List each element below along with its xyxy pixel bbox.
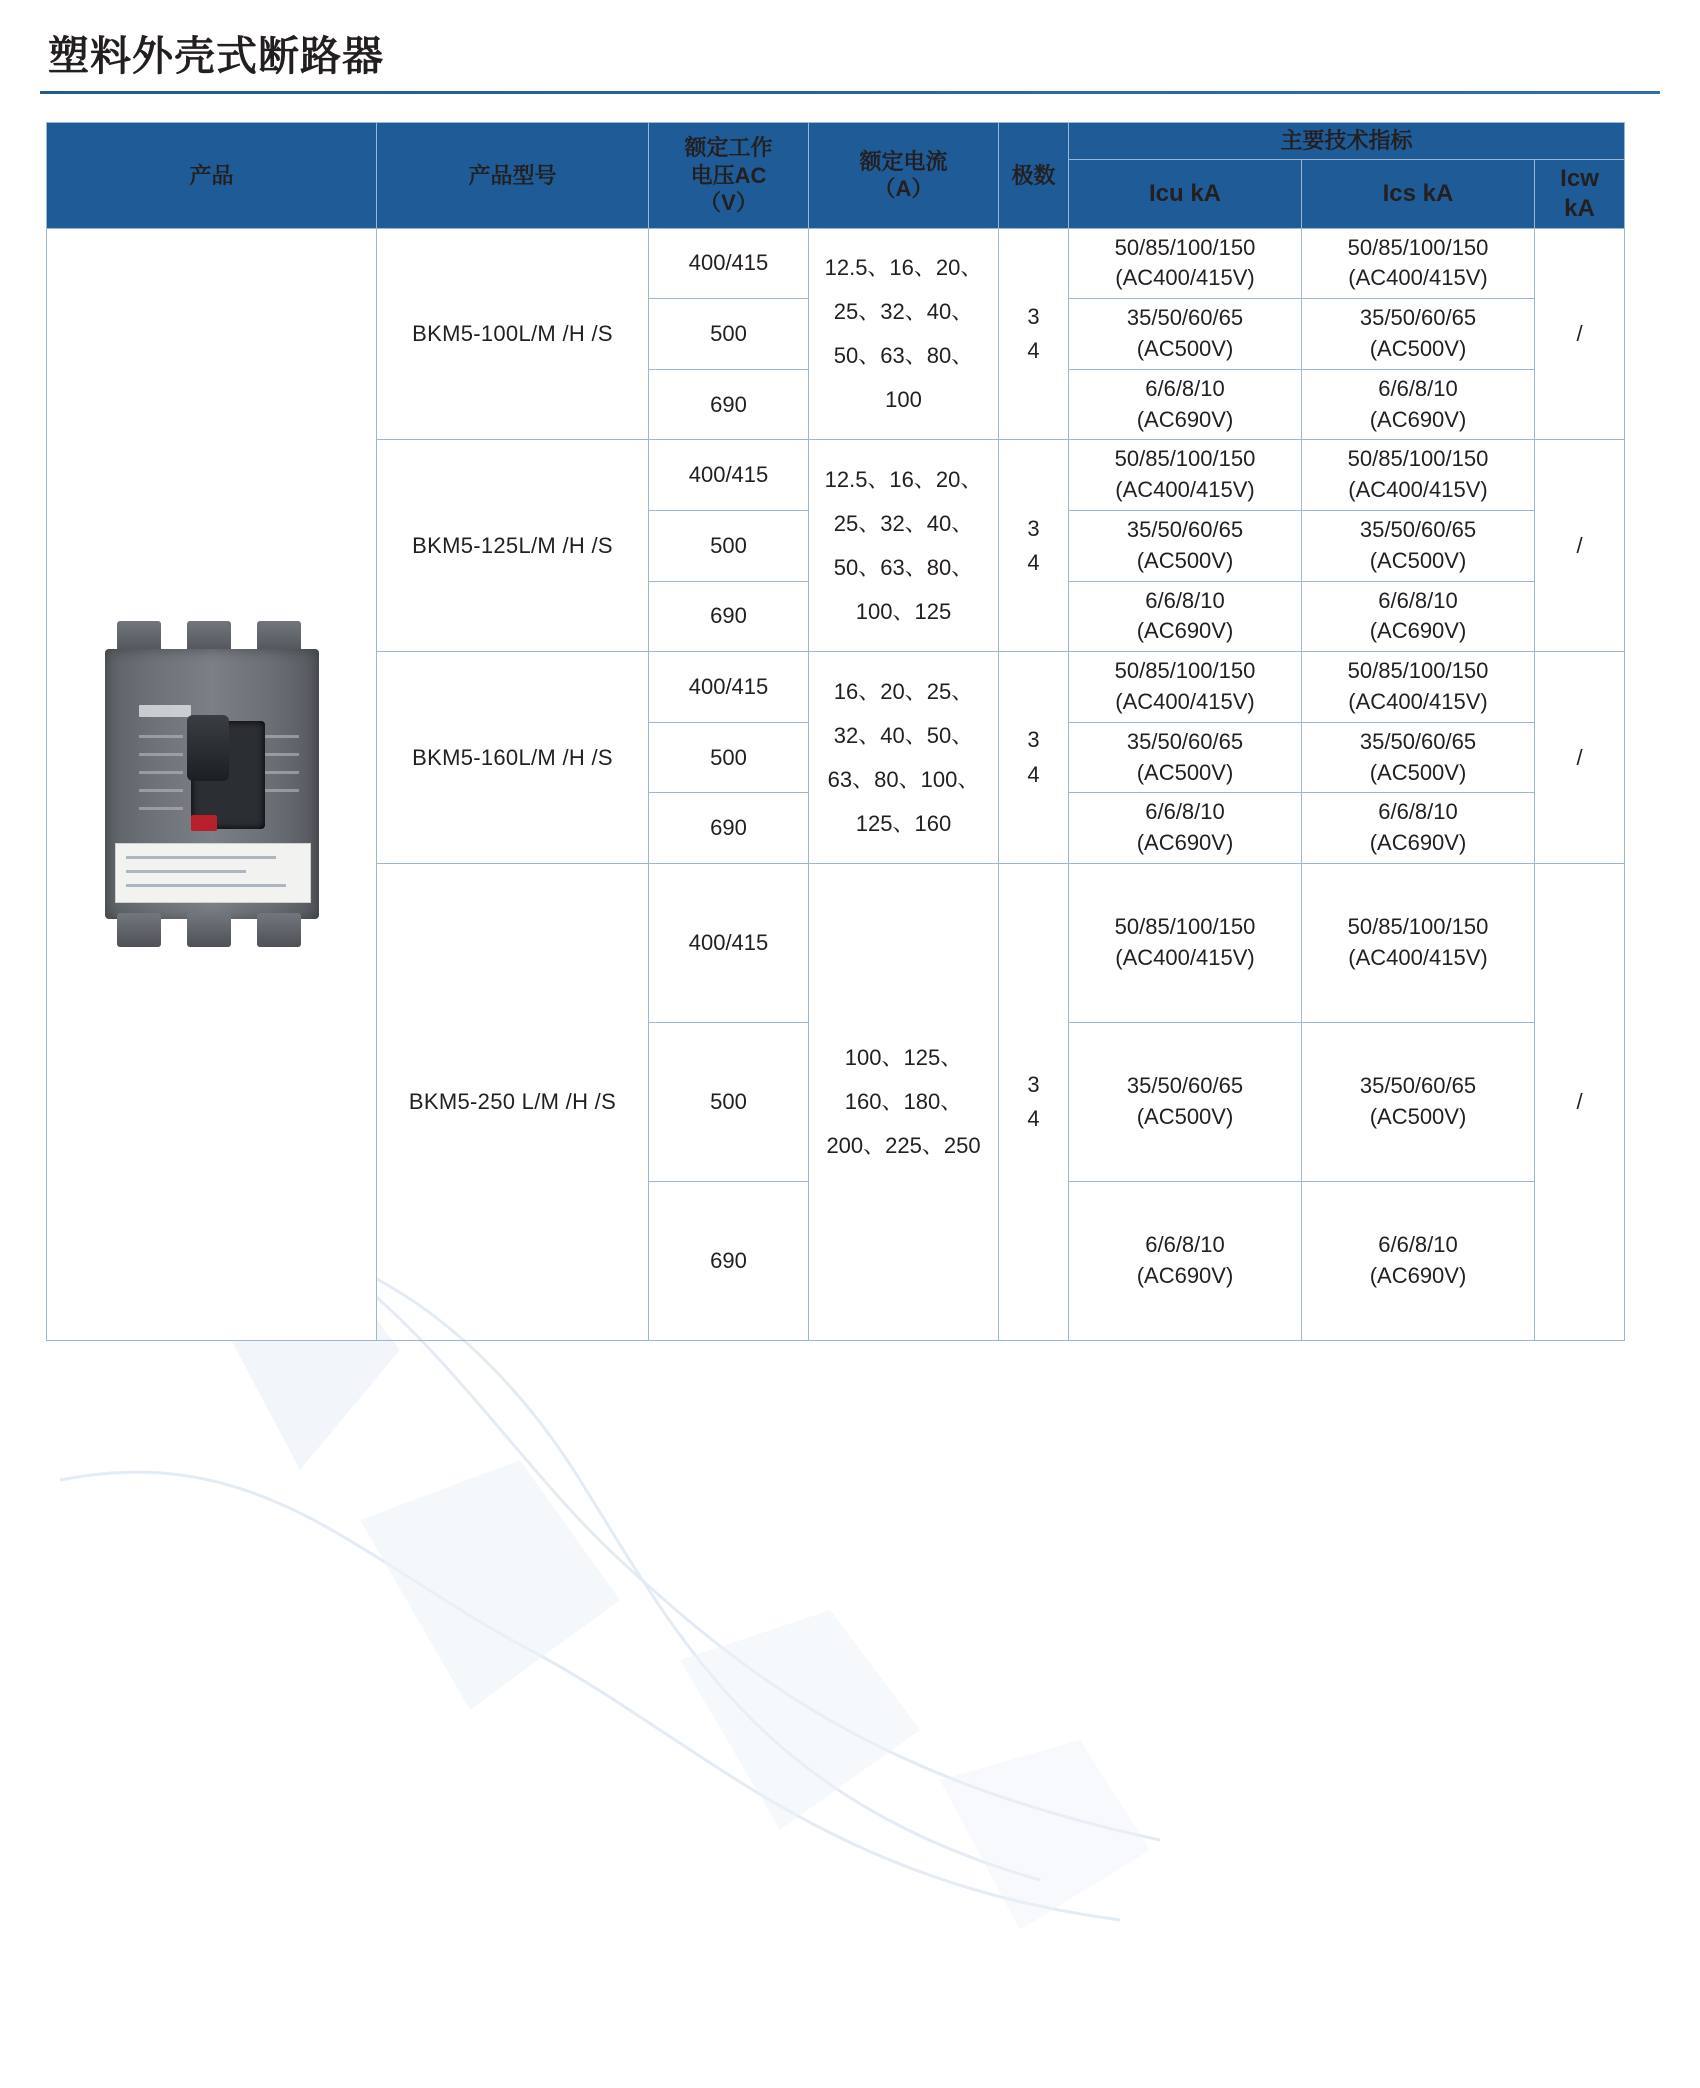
ics-line: (AC500V)	[1369, 335, 1467, 361]
body-strip	[139, 735, 183, 738]
table-header	[47, 123, 1625, 229]
icu-line: (AC400/415V)	[1115, 944, 1255, 970]
ics-line: 35/50/60/65	[1359, 516, 1477, 542]
cell-voltage: 500	[649, 299, 809, 370]
ics-line: (AC500V)	[1369, 1103, 1467, 1129]
current-line: 25、32、40、	[833, 298, 974, 324]
cell-ics	[1302, 369, 1535, 440]
header-icw-line1: Icw	[1560, 164, 1599, 192]
cell-icw: /	[1535, 228, 1625, 440]
cell-ics	[1302, 793, 1535, 864]
body-strip	[139, 807, 183, 810]
icu-line: (AC400/415V)	[1115, 477, 1255, 503]
icu-line: (AC690V)	[1136, 618, 1234, 644]
cell-voltage: 400/415	[649, 228, 809, 299]
title-divider	[40, 91, 1660, 94]
poles-line: 3	[1027, 727, 1040, 753]
cell-poles	[999, 440, 1069, 652]
ics-line: 35/50/60/65	[1359, 1073, 1477, 1099]
terminal-lug	[117, 913, 161, 947]
ics-line: (AC400/415V)	[1348, 688, 1488, 714]
icu-line: 50/85/100/150	[1114, 446, 1256, 472]
icu-line: 50/85/100/150	[1114, 914, 1256, 940]
table-body	[47, 228, 1625, 1340]
cell-icu	[1069, 369, 1302, 440]
cell-icw: /	[1535, 652, 1625, 864]
cell-poles	[999, 652, 1069, 864]
cell-ics	[1302, 1022, 1535, 1181]
body-strip	[139, 753, 183, 756]
current-line: 100、125、	[844, 1044, 963, 1070]
cell-ics	[1302, 1181, 1535, 1340]
icu-line: (AC500V)	[1136, 759, 1234, 785]
cell-icu	[1069, 510, 1302, 581]
label-line	[126, 884, 286, 887]
header-main-specs: 主要技术指标	[1069, 123, 1625, 160]
icu-line: 35/50/60/65	[1126, 516, 1244, 542]
cell-ics	[1302, 228, 1535, 299]
ics-line: 50/85/100/150	[1347, 446, 1489, 472]
poles-line: 4	[1027, 337, 1040, 363]
cell-icu	[1069, 299, 1302, 370]
ics-line: (AC690V)	[1369, 618, 1467, 644]
icu-line: (AC690V)	[1136, 406, 1234, 432]
icu-line: 6/6/8/10	[1145, 1232, 1225, 1258]
cell-ics	[1302, 299, 1535, 370]
cell-icw: /	[1535, 440, 1625, 652]
current-line: 25、32、40、	[833, 510, 974, 536]
cell-icu	[1069, 863, 1302, 1022]
body-strip	[139, 789, 183, 792]
icu-line: 35/50/60/65	[1126, 305, 1244, 331]
current-line: 16、20、25、	[833, 678, 974, 704]
page-title: 塑料外壳式断路器	[48, 33, 384, 79]
header-voltage	[649, 123, 809, 229]
cell-poles	[999, 863, 1069, 1340]
header-icw-line2: kA	[1564, 194, 1595, 222]
ics-line: (AC500V)	[1369, 547, 1467, 573]
icu-line: (AC500V)	[1136, 1103, 1234, 1129]
label-line	[126, 856, 276, 859]
cell-ics	[1302, 510, 1535, 581]
ics-line: 35/50/60/65	[1359, 728, 1477, 754]
cell-model: BKM5-100L/M /H /S	[377, 228, 649, 440]
current-line: 200、225、250	[826, 1132, 981, 1158]
current-line: 63、80、100、	[827, 766, 980, 792]
icu-line: (AC500V)	[1136, 547, 1234, 573]
header-voltage-line3: （V）	[699, 190, 758, 216]
cell-model: BKM5-250 L/M /H /S	[377, 863, 649, 1340]
cell-voltage: 500	[649, 722, 809, 793]
icu-line: 6/6/8/10	[1145, 799, 1225, 825]
terminal-lug	[257, 913, 301, 947]
cell-voltage: 690	[649, 581, 809, 652]
poles-line: 4	[1027, 1105, 1040, 1131]
cell-icu	[1069, 722, 1302, 793]
cell-model: BKM5-125L/M /H /S	[377, 440, 649, 652]
cell-model: BKM5-160L/M /H /S	[377, 652, 649, 864]
ics-line: (AC690V)	[1369, 1262, 1467, 1288]
header-voltage-line1: 额定工作	[684, 135, 773, 161]
cell-voltage: 400/415	[649, 440, 809, 511]
header-icw	[1535, 159, 1625, 228]
ics-line: 35/50/60/65	[1359, 305, 1477, 331]
icu-line: (AC400/415V)	[1115, 688, 1255, 714]
icu-line: 50/85/100/150	[1114, 234, 1256, 260]
header-product: 产品	[47, 123, 377, 229]
cell-ics	[1302, 652, 1535, 723]
terminal-lug	[187, 913, 231, 947]
cell-icu	[1069, 793, 1302, 864]
header-poles: 极数	[999, 123, 1069, 229]
cell-voltage: 500	[649, 1022, 809, 1181]
icu-line: 35/50/60/65	[1126, 728, 1244, 754]
ics-line: (AC400/415V)	[1348, 265, 1488, 291]
label-line	[126, 870, 246, 873]
header-voltage-line2: 电压AC	[690, 162, 767, 188]
poles-line: 4	[1027, 549, 1040, 575]
poles-line: 4	[1027, 761, 1040, 787]
current-line: 50、63、80、	[833, 554, 974, 580]
ics-line: (AC500V)	[1369, 759, 1467, 785]
icu-line: (AC690V)	[1136, 830, 1234, 856]
icu-line: (AC500V)	[1136, 335, 1234, 361]
cell-voltage: 690	[649, 793, 809, 864]
ics-line: 50/85/100/150	[1347, 234, 1489, 260]
cell-ics	[1302, 581, 1535, 652]
trip-indicator	[191, 815, 217, 831]
current-line: 160、180、	[844, 1088, 963, 1114]
ics-line: 50/85/100/150	[1347, 658, 1489, 684]
specifications-table	[46, 122, 1625, 1341]
cell-voltage: 690	[649, 1181, 809, 1340]
cell-ics	[1302, 722, 1535, 793]
current-line: 125、160	[855, 810, 952, 836]
ics-line: (AC690V)	[1369, 830, 1467, 856]
cell-ics	[1302, 440, 1535, 511]
header-current-line1: 额定电流	[859, 148, 948, 174]
table-row	[47, 228, 1625, 299]
icu-line: 50/85/100/150	[1114, 658, 1256, 684]
cell-icu	[1069, 1181, 1302, 1340]
cell-current	[809, 228, 999, 440]
header-model: 产品型号	[377, 123, 649, 229]
brand-logo	[139, 705, 191, 717]
cell-voltage: 690	[649, 369, 809, 440]
current-line: 100	[885, 386, 922, 412]
cell-icu	[1069, 440, 1302, 511]
header-current-line2: （A）	[873, 176, 934, 202]
poles-line: 3	[1027, 515, 1040, 541]
icu-line: 6/6/8/10	[1145, 587, 1225, 613]
current-line: 12.5、16、20、	[824, 254, 983, 280]
cell-current	[809, 652, 999, 864]
cell-icu	[1069, 581, 1302, 652]
ics-line: 6/6/8/10	[1378, 799, 1458, 825]
current-line: 50、63、80、	[833, 342, 974, 368]
rating-label	[115, 843, 311, 903]
cell-voltage: 400/415	[649, 652, 809, 723]
cell-current	[809, 863, 999, 1340]
cell-ics	[1302, 863, 1535, 1022]
ics-line: 6/6/8/10	[1378, 587, 1458, 613]
icu-line: (AC400/415V)	[1115, 265, 1255, 291]
current-line: 12.5、16、20、	[824, 466, 983, 492]
poles-line: 3	[1027, 1071, 1040, 1097]
cell-icu	[1069, 652, 1302, 723]
body-strip	[139, 771, 183, 774]
icu-line: 6/6/8/10	[1145, 375, 1225, 401]
cell-voltage: 400/415	[649, 863, 809, 1022]
header-icu: Icu kA	[1069, 159, 1302, 228]
ics-line: (AC690V)	[1369, 406, 1467, 432]
cell-current	[809, 440, 999, 652]
cell-voltage: 500	[649, 510, 809, 581]
header-ics: Ics kA	[1302, 159, 1535, 228]
header-current	[809, 123, 999, 229]
ics-line: (AC400/415V)	[1348, 944, 1488, 970]
ics-line: (AC400/415V)	[1348, 477, 1488, 503]
current-line: 32、40、50、	[833, 722, 974, 748]
cell-icw: /	[1535, 863, 1625, 1340]
ics-line: 50/85/100/150	[1347, 914, 1489, 940]
icu-line: (AC690V)	[1136, 1262, 1234, 1288]
ics-line: 6/6/8/10	[1378, 375, 1458, 401]
cell-icu	[1069, 1022, 1302, 1181]
breaker-illustration	[87, 619, 337, 949]
cell-poles	[999, 228, 1069, 440]
header-row-1	[47, 123, 1625, 160]
product-image-cell	[47, 228, 377, 1340]
icu-line: 35/50/60/65	[1126, 1073, 1244, 1099]
toggle-handle	[187, 715, 229, 781]
poles-line: 3	[1027, 303, 1040, 329]
ics-line: 6/6/8/10	[1378, 1232, 1458, 1258]
cell-icu	[1069, 228, 1302, 299]
current-line: 100、125	[855, 598, 952, 624]
